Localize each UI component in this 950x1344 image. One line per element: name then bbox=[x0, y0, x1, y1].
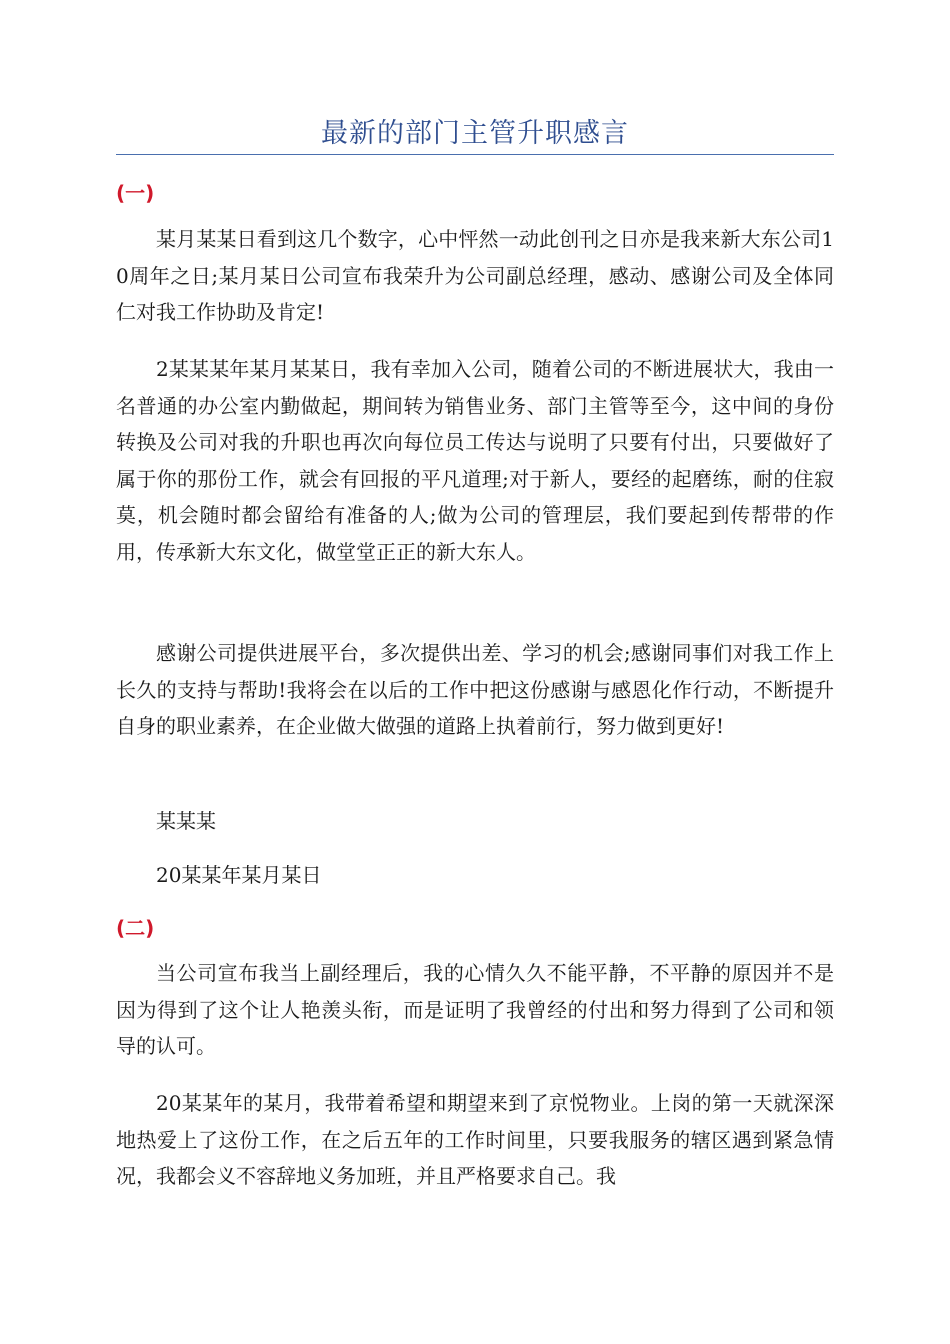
paragraph-1-1: 某月某某日看到这几个数字，心中怦然一动此创刊之日亦是我来新大东公司10周年之日;某月某日公司宣布我荣升为公司副总经理，感动、感谢公司及全体同仁对我工作协助及肯定! bbox=[116, 227, 834, 324]
paragraph-2-2: 20某某年的某月，我带着希望和期望来到了京悦物业。上岗的第一天就深深地热爱上了这份工作，在之后五年的工作时间里，只要我服务的辖区遇到紧急情况，我都会义不容辞地义务加班，并且严格要求自己。我 bbox=[116, 1091, 834, 1188]
title-underline bbox=[116, 154, 834, 155]
signature: 某某某 bbox=[156, 809, 216, 833]
paragraph-1-3: 感谢公司提供进展平台，多次提供出差、学习的机会;感谢同事们对我工作上长久的支持与帮助!我将会在以后的工作中把这份感谢与感恩化作行动，不断提升自身的职业素养，在企业做大做强的道路上执着前行，努力做到更好! bbox=[116, 641, 834, 738]
paragraph-2-1: 当公司宣布我当上副经理后，我的心情久久不能平静，不平静的原因并不是因为得到了这个让人艳羡头衔，而是证明了我曾经的付出和努力得到了公司和领导的认可。 bbox=[116, 961, 834, 1058]
section-heading-2: (二) bbox=[116, 916, 155, 940]
signature-date: 20某某年某月某日 bbox=[156, 863, 322, 887]
section-heading-1: (一) bbox=[116, 181, 155, 205]
document-title: 最新的部门主管升职感言 bbox=[321, 118, 629, 149]
paragraph-1-2: 2某某某年某月某某日，我有幸加入公司，随着公司的不断进展状大，我由一名普通的办公室内勤做起，期间转为销售业务、部门主管等至今，这中间的身份转换及公司对我的升职也再次向每位员工传达与说明了只要有付出，只要做好了属于你的那份工作，就会有回报的平凡道理;对于新人，要经的起磨练，耐的住寂莫，机会随时都会留给有准备的人;做为公司的管理层，我们要起到传帮带的作用，传承新大东文化，做堂堂正正的新大东人。 bbox=[116, 357, 834, 564]
